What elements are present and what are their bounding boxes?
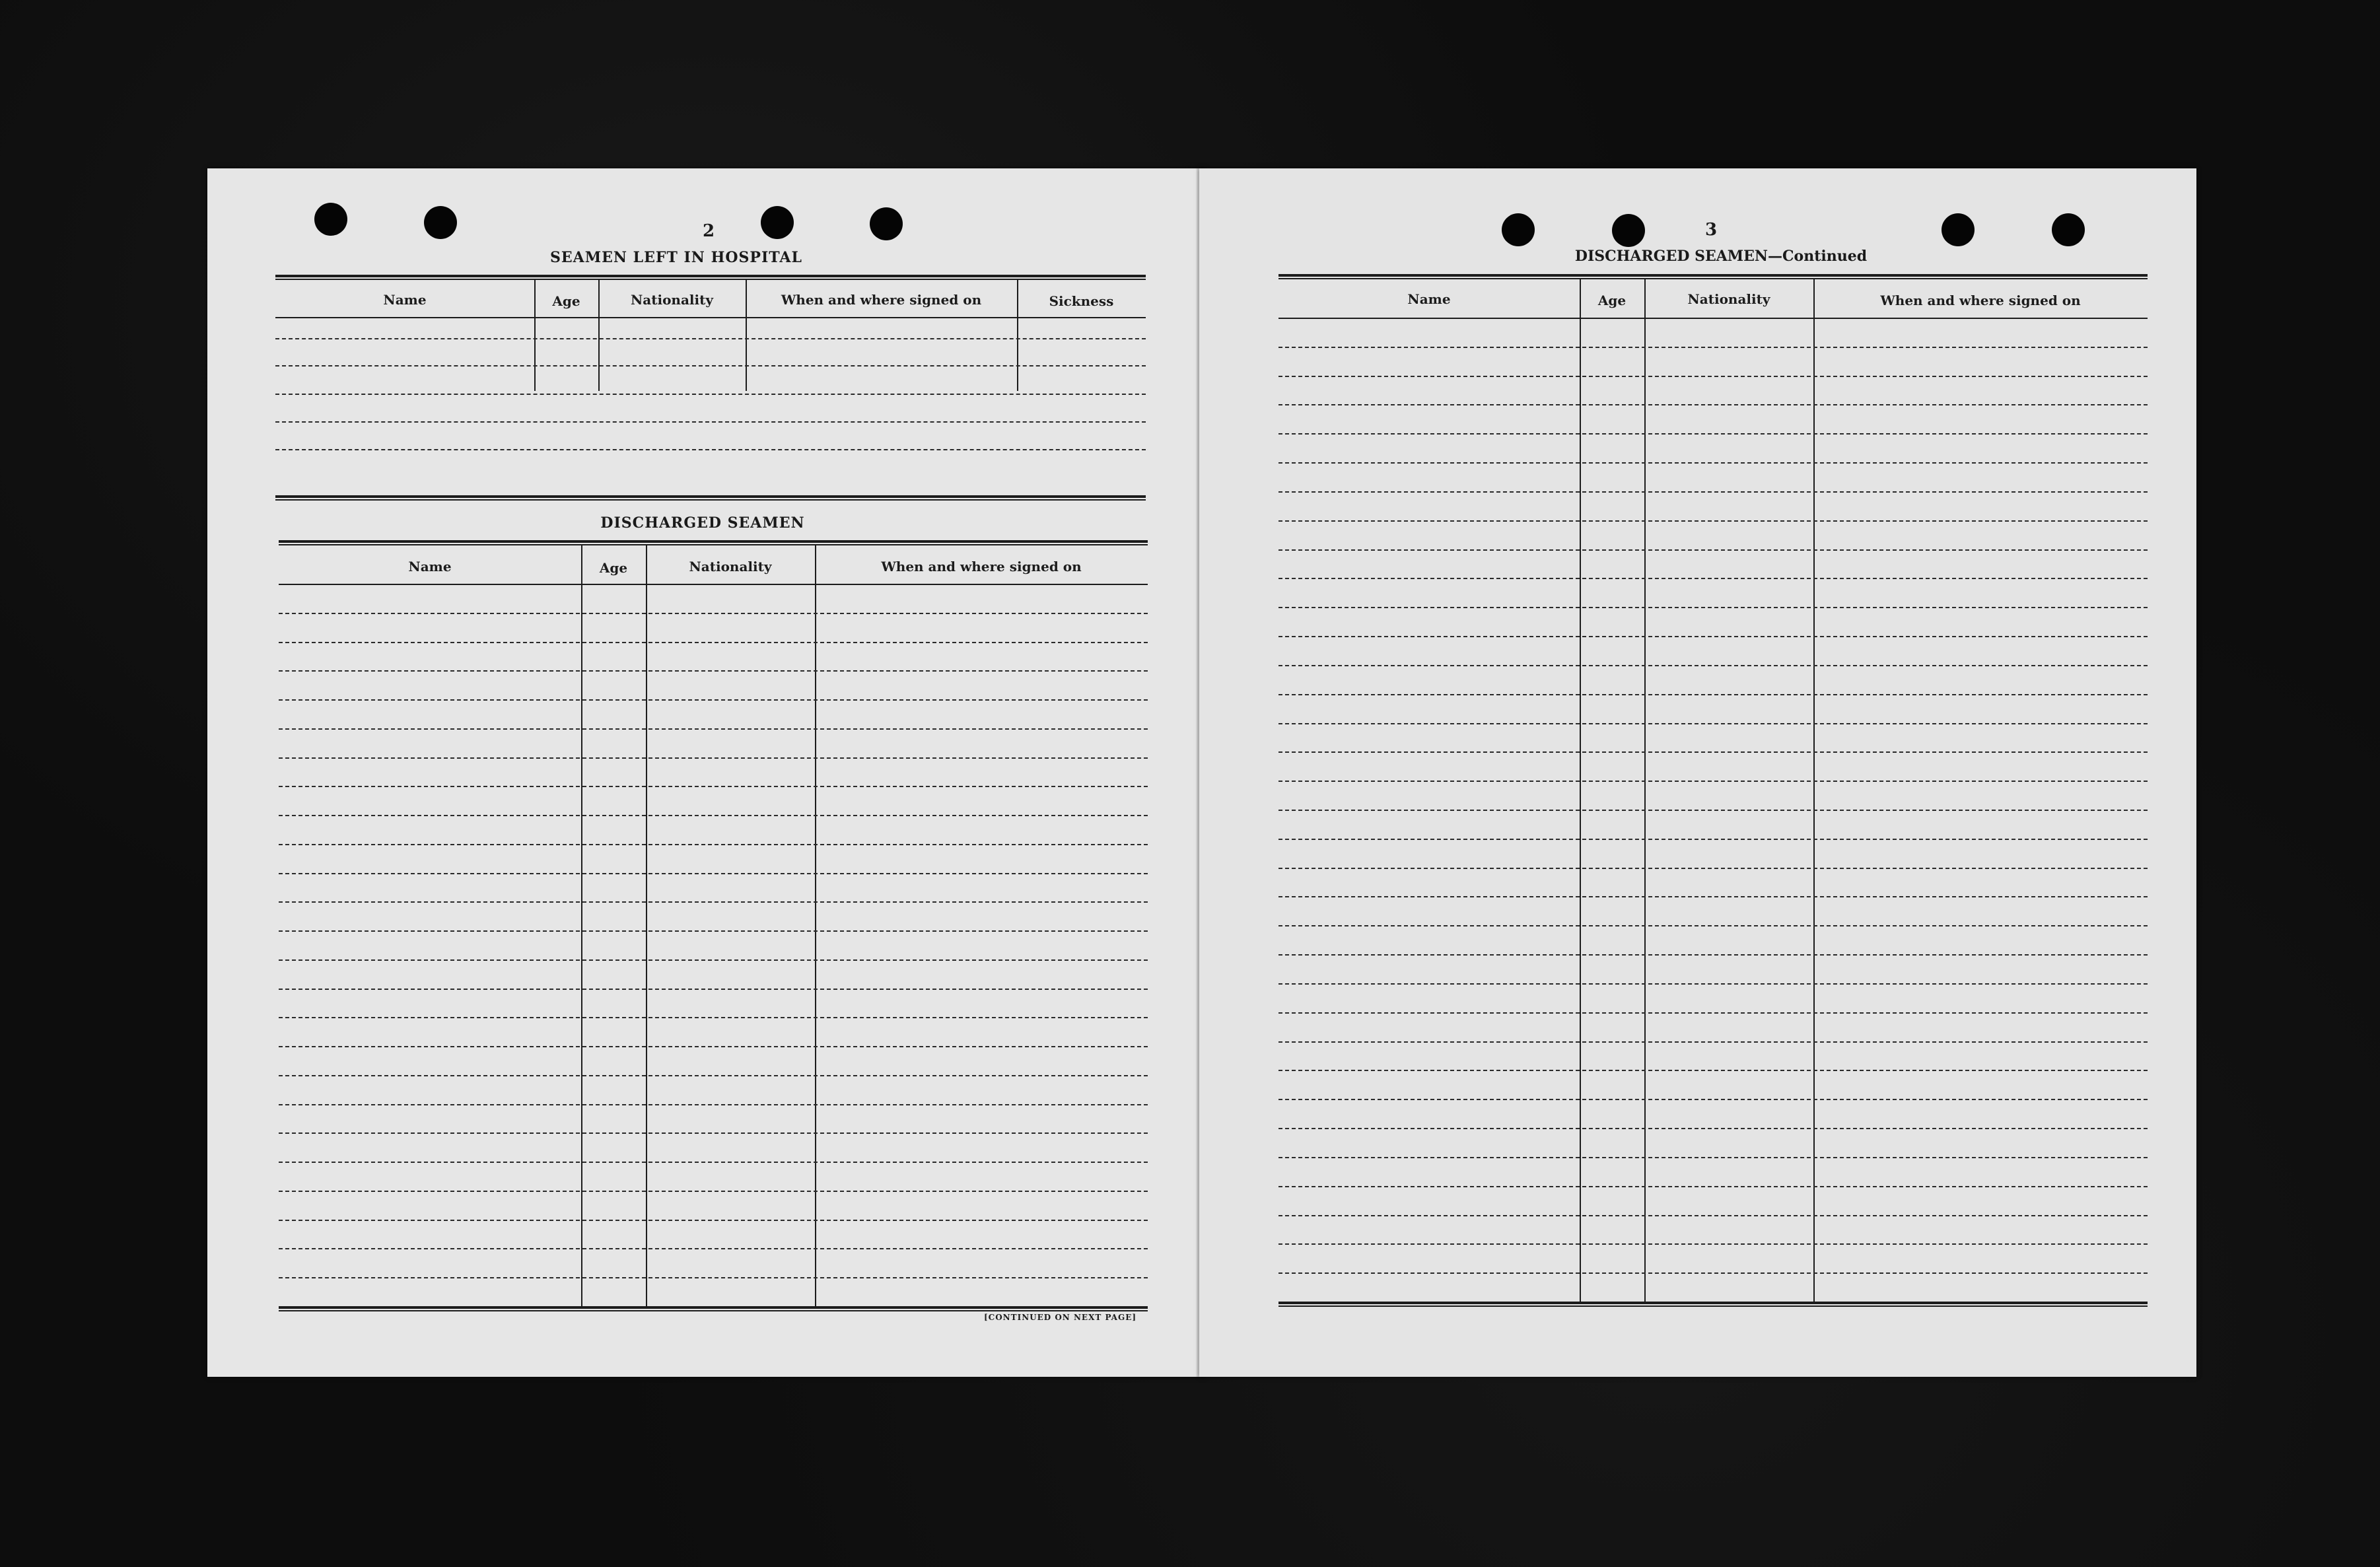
table-row <box>279 1104 1148 1105</box>
section-separator-rule <box>275 495 1146 501</box>
table-top-rule <box>275 275 1146 280</box>
table-row <box>275 365 1146 366</box>
column-divider <box>581 545 582 1307</box>
table-top-rule <box>1278 274 2148 279</box>
table-row <box>279 642 1148 643</box>
table-row <box>275 394 1146 395</box>
page-number: 3 <box>1705 220 1718 240</box>
column-header-age: Age <box>1597 293 1627 308</box>
punch-hole <box>424 206 457 239</box>
discharged-continued-table <box>1278 274 2148 1304</box>
section-title-main: DISCHARGED SEAMEN <box>1574 248 1768 265</box>
table-row <box>1278 665 2148 666</box>
section-title-suffix: —Continued <box>1768 248 1868 265</box>
table-row <box>1278 1070 2148 1071</box>
column-header-name: Name <box>408 559 452 575</box>
punch-hole <box>314 203 347 236</box>
table-row <box>279 1046 1148 1047</box>
table-row <box>279 901 1148 903</box>
punch-hole <box>1942 213 1975 246</box>
table-row <box>1278 347 2148 348</box>
table-row <box>279 1017 1148 1018</box>
table-row <box>279 1277 1148 1278</box>
table-row <box>279 1132 1148 1134</box>
punch-hole <box>761 206 794 239</box>
table-row <box>275 338 1146 339</box>
left-page <box>207 168 1206 1377</box>
table-row <box>279 613 1148 614</box>
table-row <box>1278 723 2148 724</box>
table-row <box>1278 1243 2148 1245</box>
column-header-nationality: Nationality <box>1687 291 1770 307</box>
table-row <box>1278 954 2148 956</box>
section-title-discharged: DISCHARGED SEAMEN <box>600 514 805 532</box>
table-row <box>279 989 1148 990</box>
table-row <box>1278 433 2148 435</box>
column-header-name: Name <box>1407 291 1451 307</box>
table-bottom-rule <box>279 1306 1148 1311</box>
table-row <box>1278 694 2148 695</box>
table-row <box>1278 751 2148 753</box>
table-row <box>1278 1157 2148 1158</box>
table-row <box>279 1075 1148 1076</box>
column-header-signed-on: When and where signed on <box>1880 293 2081 308</box>
table-bottom-rule <box>1278 1302 2148 1307</box>
table-row <box>1278 607 2148 608</box>
column-header-signed-on: When and where signed on <box>881 559 1082 575</box>
table-row <box>1278 1041 2148 1043</box>
hospital-table <box>275 275 1146 407</box>
header-bottom-rule <box>275 317 1146 318</box>
table-row <box>1278 1012 2148 1014</box>
table-row <box>1278 983 2148 985</box>
column-header-nationality: Nationality <box>631 292 713 308</box>
section-title-discharged-continued <box>1510 248 1932 265</box>
column-header-age: Age <box>552 293 580 309</box>
table-row <box>1278 491 2148 493</box>
table-row <box>1278 636 2148 637</box>
table-row <box>1278 896 2148 897</box>
table-row <box>275 421 1146 423</box>
table-row <box>279 1162 1148 1163</box>
table-row <box>279 873 1148 874</box>
table-row <box>1278 376 2148 377</box>
column-divider <box>815 545 816 1307</box>
header-bottom-rule <box>1278 318 2148 319</box>
column-header-name: Name <box>383 292 427 308</box>
table-row <box>279 728 1148 730</box>
continued-note: [CONTINUED ON NEXT PAGE] <box>984 1313 1137 1322</box>
column-header-signed-on: When and where signed on <box>781 292 982 308</box>
table-top-rule <box>279 540 1148 545</box>
table-row <box>279 844 1148 845</box>
table-row <box>279 1191 1148 1192</box>
table-row <box>279 959 1148 961</box>
section-title-hospital: SEAMEN LEFT IN HOSPITAL <box>550 249 802 266</box>
table-row <box>1278 578 2148 579</box>
table-row <box>1278 1215 2148 1216</box>
discharged-table <box>279 540 1148 1313</box>
page-number: 2 <box>703 221 715 241</box>
table-row <box>1278 868 2148 869</box>
table-row <box>275 449 1146 450</box>
table-row <box>1278 925 2148 926</box>
table-row <box>279 670 1148 672</box>
column-divider <box>646 545 647 1307</box>
table-row <box>1278 810 2148 811</box>
table-row <box>279 930 1148 932</box>
table-row <box>279 1248 1148 1249</box>
table-row <box>1278 839 2148 840</box>
right-page <box>1199 168 2196 1377</box>
column-header-nationality: Nationality <box>689 559 772 575</box>
table-row <box>1278 404 2148 405</box>
punch-hole <box>1502 213 1535 246</box>
table-row <box>1278 781 2148 782</box>
table-row <box>279 815 1148 816</box>
table-row <box>1278 462 2148 464</box>
punch-hole <box>2052 213 2085 246</box>
table-row <box>1278 549 2148 551</box>
column-header-age: Age <box>599 560 628 576</box>
header-bottom-rule <box>279 584 1148 585</box>
table-row <box>1278 1099 2148 1100</box>
table-row <box>279 757 1148 759</box>
table-row <box>1278 520 2148 522</box>
column-header-sickness: Sickness <box>1049 293 1114 309</box>
table-row <box>1278 1186 2148 1187</box>
punch-hole <box>1612 214 1645 247</box>
punch-hole <box>870 207 903 240</box>
table-row <box>1278 1128 2148 1129</box>
table-row <box>279 786 1148 787</box>
table-row <box>279 1220 1148 1221</box>
table-row <box>1278 1272 2148 1274</box>
table-row <box>279 699 1148 701</box>
